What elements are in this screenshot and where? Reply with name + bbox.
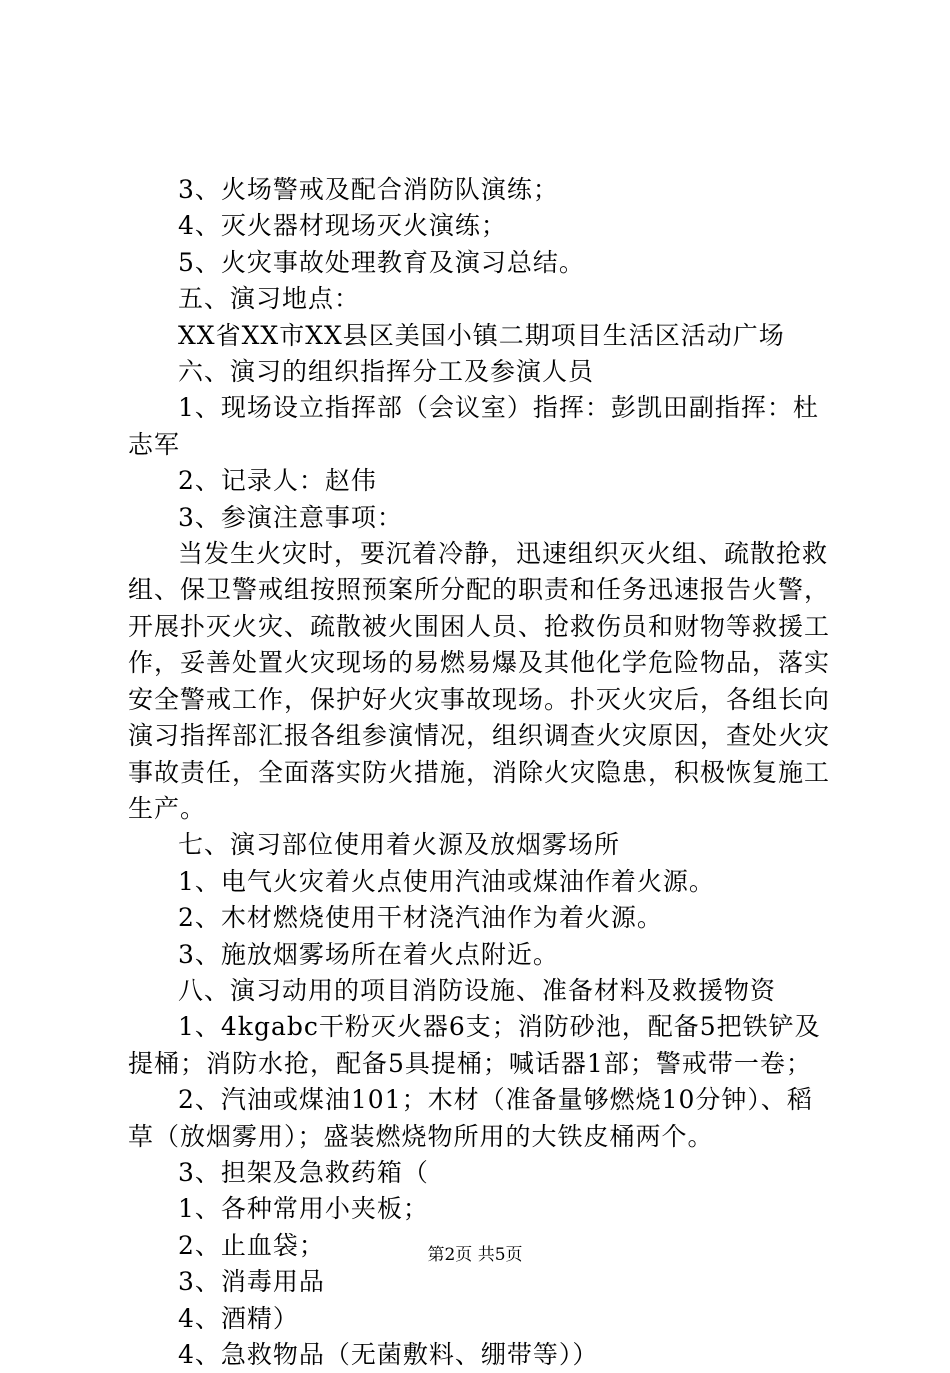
section-heading: 七、演习部位使用着火源及放烟雾场所 (178, 830, 621, 860)
list-item: 1、各种常用小夹板； (178, 1194, 429, 1224)
list-item: 3、担架及急救药箱（ (178, 1157, 429, 1187)
list-item: 2、汽油或煤油101；木材（准备量够燃烧10分钟）、稻草（放烟雾用）；盛装燃烧物所用的大铁皮桶两个。 (128, 1085, 813, 1151)
list-item: 2、止血袋； (178, 1230, 325, 1260)
list-item: 4、灭火器材现场灭火演练； (178, 211, 507, 241)
list-item: 3、火场警戒及配合消防队演练； (178, 175, 559, 204)
list-item: 1、4kgabc干粉灭火器6支；消防砂池，配备5把铁铲及提桶；消防水抢，配备5具提桶；喊话器1部；警戒带一卷； (128, 1012, 821, 1078)
list-item: 1、电气火灾着火点使用汽油或煤油作着火源。 (178, 866, 715, 896)
list-item: 4、酒精） (178, 1303, 299, 1333)
list-item: 5、火灾事故处理教育及演习总结。 (178, 247, 585, 277)
list-item: 4、急救物品（无菌敷料、绷带等）） (178, 1340, 599, 1369)
list-item: 1、现场设立指挥部（会议室）指挥：彭凯田副指挥：杜志军 (128, 393, 819, 459)
list-item: 3、施放烟雾场所在着火点附近。 (178, 939, 559, 969)
list-item: 2、木材燃烧使用干材浇汽油作为着火源。 (178, 903, 663, 933)
list-item: 3、消毒用品 (178, 1267, 325, 1297)
list-item: 2、记录人：赵伟 (178, 466, 377, 496)
section-heading: 五、演习地点： (178, 284, 361, 314)
page-number-footer: 第2页 共5页 (427, 1245, 523, 1265)
document-body (128, 172, 833, 1373)
location-text: XX省XX市XX县区美国小镇二期项目生活区活动广场 (178, 320, 785, 350)
list-item: 3、参演注意事项： (178, 502, 403, 532)
body-paragraph: 当发生火灾时，要沉着冷静，迅速组织灭火组、疏散抢救组、保卫警戒组按照预案所分配的职责和任务迅速报告火警，开展扑灭火灾、疏散被火围困人员、抢救伤员和财物等救援工作，妥善处置火灾现场的易燃易爆及其他化学危险物品，落实安全警戒工作，保护好火灾事故现场。扑灭火灾后，各组长向演习指挥部汇报各组参演情况，组织调查火灾原因，查处火灾事故责任，全面落实防火措施，消除火灾隐患，积极恢复施工生产。 (128, 539, 831, 823)
section-heading: 六、演习的组织指挥分工及参演人员 (178, 357, 595, 387)
section-heading: 八、演习动用的项目消防设施、准备材料及救援物资 (178, 975, 777, 1005)
